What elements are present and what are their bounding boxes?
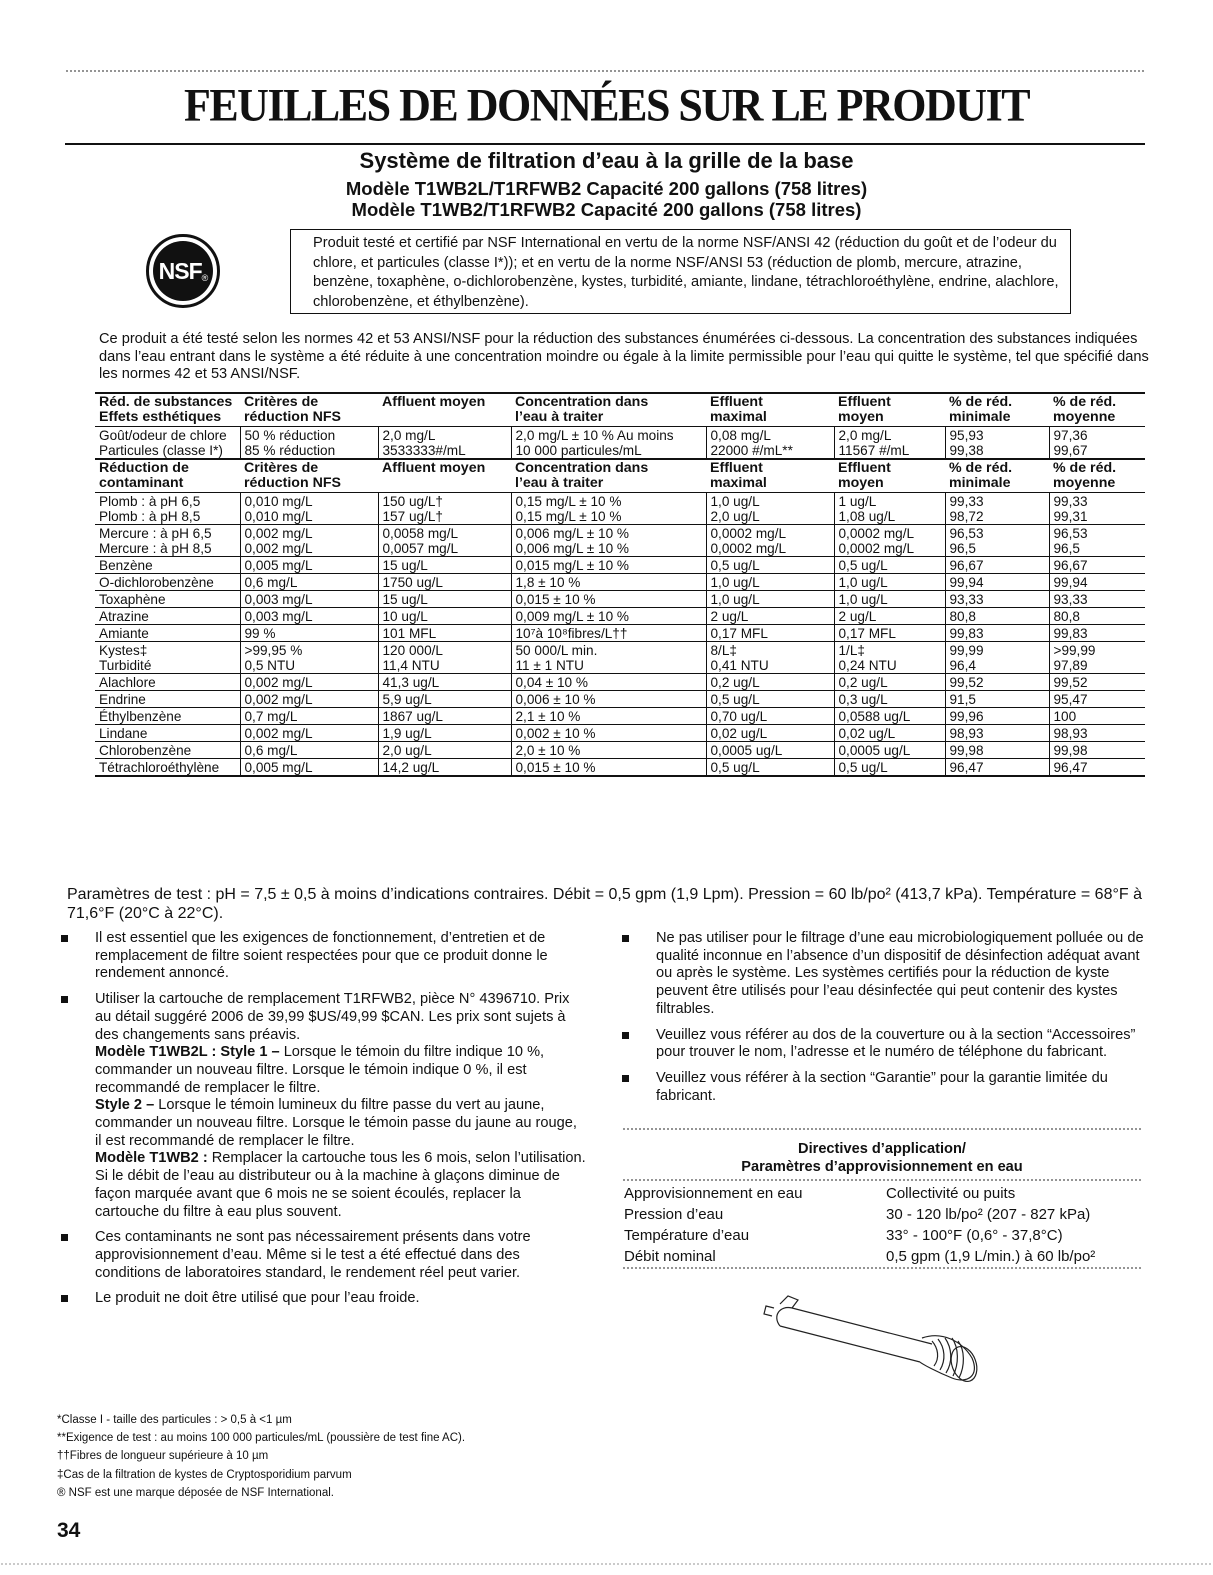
- supply-parameters-table: [624, 1183, 1144, 1267]
- supply-row: [624, 1183, 1144, 1204]
- table-row-cell: 15 ug/L: [378, 591, 511, 608]
- table-row-cell: 0,15 mg/L ± 10 % 0,15 mg/L ± 10 %: [511, 493, 706, 525]
- table-row-cell: 80,8: [1049, 608, 1145, 625]
- table-row-cell: 0,5 ug/L: [834, 557, 945, 574]
- table-row-cell: Chlorobenzène: [99, 743, 192, 758]
- bullet-paragraph: Veuillez vous référer au dos de la couverture ou à la section “Accessoires” pour trouver le nom, l’adresse et le numéro de téléphone du fabricant.: [656, 1026, 1136, 1061]
- bullet-paragraph: Le produit ne doit être utilisé que pour l’eau froide.: [95, 1290, 420, 1307]
- table-header-row: [95, 459, 1145, 493]
- bullet-paragraph: Il est essentiel que les exigences de fonctionnement, d’entretien et de remplacement de filtre soient respectées pour que ce produit donne le rendement annoncé.: [95, 930, 548, 982]
- model-line-1: Modèle T1WB2L/T1RFWB2 Capacité 200 gallons (758 litres): [345, 178, 868, 199]
- table-row-cell: 2,0 ug/L: [378, 742, 511, 759]
- table-row-cell: Endrine: [99, 692, 146, 707]
- table-row-cell: >99,95 % 0,5 NTU: [240, 642, 378, 674]
- supply-label: Approvisionnement en eau: [624, 1185, 803, 1202]
- bullet-item: [622, 930, 1144, 1019]
- table-row-cell: 8/L‡ 0,41 NTU: [706, 642, 834, 674]
- table-row-cell: 50 000/L min. 11 ± 1 NTU: [511, 642, 706, 674]
- table-row: [95, 691, 1145, 708]
- supply-bottom-dotted-rule: [622, 1266, 1142, 1270]
- table-row-cell: 10⁷à 10⁸fibres/L††: [511, 625, 706, 642]
- table-header-row-cell: Effluent maximal: [710, 460, 767, 491]
- table-row-cell: 0,006 mg/L ± 10 % 0,006 mg/L ± 10 %: [511, 525, 706, 557]
- supply-top-dotted-rule: [622, 1127, 1142, 1131]
- table-row-cell: 1,0 ug/L 2,0 ug/L: [706, 493, 834, 525]
- footnote: ‡Cas de la filtration de kystes de Cryptosporidium parvum: [57, 1468, 352, 1481]
- table-row-cell: 1,0 ug/L: [834, 591, 945, 608]
- table-header-row-cell: Concentration dans l’eau à traiter: [515, 460, 649, 491]
- test-parameters: Paramètres de test : pH = 7,5 ± 0,5 à moins d’indications contraires. Débit = 0,5 gpm (1,9 Lpm). Pression = 60 lb/po² (413,7 kPa). Température = 68°F à 71,6°F (20°C à 22°C).: [67, 886, 1142, 922]
- table-row-cell: Goût/odeur de chlore Particules (classe I*): [99, 428, 227, 458]
- table-row-cell: 99,98: [1049, 742, 1145, 759]
- footnote: **Exigence de test : au moins 100 000 particules/mL (poussière de test fine AC).: [57, 1432, 466, 1445]
- table-row-cell: 41,3 ug/L: [378, 674, 511, 691]
- table-row-cell: 0,0002 mg/L 0,0002 mg/L: [706, 525, 834, 557]
- table-row-cell: 0,015 ± 10 %: [511, 591, 706, 608]
- table-row-cell: 14,2 ug/L: [378, 759, 511, 777]
- table-row-cell: 93,33: [1049, 591, 1145, 608]
- table-row-cell: 99,52: [1049, 674, 1145, 691]
- bullet-item: [622, 1027, 1144, 1062]
- table-row-cell: O-dichlorobenzène: [99, 575, 214, 590]
- table-row: [95, 674, 1145, 691]
- table-row-cell: 0,5 ug/L: [706, 759, 834, 777]
- table-row-cell: 1 ug/L 1,08 ug/L: [834, 493, 945, 525]
- bullet-bold-lead: Style 2 –: [95, 1097, 159, 1114]
- table-row-cell: 96,47: [1049, 759, 1145, 777]
- table-row-cell: >99,99 97,89: [1049, 642, 1145, 674]
- table-row-cell: 2,0 mg/L 11567 #/mL: [834, 427, 945, 460]
- table-row: [95, 642, 1145, 674]
- table-row-cell: 0,0005 ug/L: [706, 742, 834, 759]
- bullet-item: [61, 991, 586, 1221]
- table-row-cell: 1,0 ug/L: [706, 574, 834, 591]
- nsf-logo: NSF ®: [146, 234, 220, 308]
- table-row-cell: 0,3 ug/L: [834, 691, 945, 708]
- supply-value: 30 - 120 lb/po² (207 - 827 kPa): [886, 1206, 1091, 1223]
- table-row-cell: 99,96: [945, 708, 1049, 725]
- table-row-cell: 0,006 ± 10 %: [511, 691, 706, 708]
- table-row-cell: 0,5 ug/L: [706, 557, 834, 574]
- table-row-cell: 0,04 ± 10 %: [511, 674, 706, 691]
- table-row-cell: 0,015 ± 10 %: [511, 759, 706, 777]
- table-row-cell: 99,33 98,72: [945, 493, 1049, 525]
- table-row-cell: 0,009 mg/L ± 10 %: [511, 608, 706, 625]
- supply-title-2: Paramètres d’approvisionnement en eau: [741, 1159, 1023, 1175]
- table-header-row-cell: Effluent maximal: [710, 394, 767, 425]
- supply-mid-dotted-rule: [622, 1178, 1142, 1182]
- table-row-cell: 95,93 99,38: [945, 427, 1049, 460]
- table-row-cell: 99,98: [945, 742, 1049, 759]
- bullet-item: [61, 1290, 586, 1308]
- table-row-cell: 0,003 mg/L: [240, 608, 378, 625]
- table-row-cell: 120 000/L 11,4 NTU: [378, 642, 511, 674]
- table-row-cell: 2,0 ± 10 %: [511, 742, 706, 759]
- table-row-cell: 0,6 mg/L: [240, 742, 378, 759]
- supply-value: 0,5 gpm (1,9 L/min.) à 60 lb/po²: [886, 1248, 1096, 1265]
- model-line-2: Modèle T1WB2/T1RFWB2 Capacité 200 gallons (758 litres): [351, 199, 862, 220]
- bullet-square-icon: [61, 1234, 68, 1241]
- bullet-square-icon: [61, 996, 68, 1003]
- table-row-cell: 0,02 ug/L: [834, 725, 945, 742]
- supply-row: [624, 1246, 1144, 1267]
- footnotes: [57, 1411, 465, 1502]
- footnote: ® NSF est une marque déposée de NSF International.: [57, 1486, 334, 1499]
- table-row-cell: 96,47: [945, 759, 1049, 777]
- table-header-row-cell: % de réd. moyenne: [1053, 460, 1117, 491]
- footnote: ††Fibres de longueur supérieure à 10 µm: [57, 1450, 269, 1463]
- table-row-cell: 150 ug/L† 157 ug/L†: [378, 493, 511, 525]
- table-row-cell: 0,2 ug/L: [706, 674, 834, 691]
- nsf-certification-box: Produit testé et certifié par NSF International en vertu de la norme NSF/ANSI 42 (réduction du goût et de l’odeur du chlore, et particules (classe I*)); et en vertu de la norme NSF/ANSI 53 (réduction de plomb, mercure, atrazine, benzène, toxaphène, o-dichlorobenzène, kystes, turbidité, amiante, lindane, tétrachloroéthylène, endrine, alachlore, chlorobenzène, et éthylbenzène).: [290, 229, 1071, 314]
- table-row-cell: 0,002 mg/L: [240, 674, 378, 691]
- table-row-cell: 10 ug/L: [378, 608, 511, 625]
- bullet-paragraph: Ne pas utiliser pour le filtrage d’une eau microbiologiquement polluée ou de qualité inconnue en l’absence d’un dispositif de désinfection adéquat avant ou après le système. Les systèmes certifiés pour la réduction de kyste peuvent être utilisés pour l’eau désinfectée qui peut contenir des kystes filtrables.: [656, 930, 1144, 1017]
- table-row-cell: 98,93: [945, 725, 1049, 742]
- supply-value: Collectivité ou puits: [886, 1185, 1016, 1202]
- table-row-cell: Mercure : à pH 6,5 Mercure : à pH 8,5: [99, 526, 212, 556]
- supply-row: [624, 1225, 1144, 1246]
- table-row: [95, 725, 1145, 742]
- table-row-cell: 0,02 ug/L: [706, 725, 834, 742]
- table-row-cell: 15 ug/L: [378, 557, 511, 574]
- table-row: [95, 742, 1145, 759]
- table-row-cell: 2 ug/L: [706, 608, 834, 625]
- table-row-cell: 100: [1049, 708, 1145, 725]
- bullet-square-icon: [622, 1075, 629, 1082]
- supply-label: Température d’eau: [624, 1227, 750, 1244]
- table-row-cell: 1,9 ug/L: [378, 725, 511, 742]
- table-row-cell: 99 %: [240, 625, 378, 642]
- table-row-cell: 1/L‡ 0,24 NTU: [834, 642, 945, 674]
- table-row-cell: 96,67: [1049, 557, 1145, 574]
- table-row-cell: 0,005 mg/L: [240, 557, 378, 574]
- bullet-square-icon: [61, 935, 68, 942]
- table-row-cell: Éthylbenzène: [99, 709, 182, 724]
- table-row-cell: 0,6 mg/L: [240, 574, 378, 591]
- table-header-row-cell: Effluent moyen: [838, 460, 891, 491]
- table-header-row-cell: Critères de réduction NFS: [244, 394, 341, 425]
- table-row-cell: Tétrachloroéthylène: [99, 760, 220, 775]
- table-row-cell: 97,36 99,67: [1049, 427, 1145, 460]
- table-row-cell: 2 ug/L: [834, 608, 945, 625]
- table-row-cell: 0,70 ug/L: [706, 708, 834, 725]
- table-header-row-cell: Affluent moyen: [382, 394, 486, 410]
- table-row: [95, 708, 1145, 725]
- table-row-cell: 80,8: [945, 608, 1049, 625]
- table-row-cell: 0,0005 ug/L: [834, 742, 945, 759]
- table-header-row-cell: % de réd. minimale: [949, 460, 1013, 491]
- title-rule: [65, 143, 1145, 145]
- table-row: [95, 625, 1145, 642]
- table-row-cell: 0,002 mg/L 0,002 mg/L: [240, 525, 378, 557]
- bullet-square-icon: [622, 935, 629, 942]
- table-header-row-cell: Effluent moyen: [838, 394, 891, 425]
- table-row: [95, 591, 1145, 608]
- table-row-cell: 99,83: [945, 625, 1049, 642]
- table-row-cell: 0,17 MFL: [834, 625, 945, 642]
- table-row-cell: 0,5 ug/L: [834, 759, 945, 777]
- table-row-cell: 1,0 ug/L: [706, 591, 834, 608]
- table-row-cell: 96,67: [945, 557, 1049, 574]
- table-row-cell: 96,53 96,5: [945, 525, 1049, 557]
- system-title: Système de filtration d’eau à la grille de la base: [359, 148, 854, 173]
- left-bullet-list: [61, 930, 586, 1316]
- table-row-cell: 99,33 99,31: [1049, 493, 1145, 525]
- table-row: [95, 557, 1145, 574]
- table-row-cell: Kystes‡ Turbidité: [99, 643, 152, 673]
- table-row-cell: 5,9 ug/L: [378, 691, 511, 708]
- footnote: *Classe I - taille des particules : > 0,5 à <1 µm: [57, 1414, 292, 1426]
- table-row-cell: Toxaphène: [99, 592, 166, 607]
- bullet-bold-lead: Modèle T1WB2L : Style 1 –: [95, 1044, 284, 1061]
- table-row: [95, 493, 1145, 525]
- top-dotted-rule: [65, 69, 1145, 73]
- table-row-cell: 0,005 mg/L: [240, 759, 378, 777]
- bullet-square-icon: [622, 1032, 629, 1039]
- table-row-cell: 0,08 mg/L 22000 #/mL**: [706, 427, 834, 460]
- table-row-cell: 1867 ug/L: [378, 708, 511, 725]
- table-row: [95, 574, 1145, 591]
- table-row-cell: 0,010 mg/L 0,010 mg/L: [240, 493, 378, 525]
- table-header-row-cell: Affluent moyen: [382, 460, 486, 476]
- table-row-cell: 99,52: [945, 674, 1049, 691]
- table-row-cell: 0,002 mg/L: [240, 725, 378, 742]
- bullet-square-icon: [61, 1295, 68, 1302]
- bullet-paragraph: Modèle T1WB2L : Style 1 – Lorsque le témoin du filtre indique 10 %, commander un nouveau filtre. Lorsque le témoin indique 0 %, il est recommandé de remplacer le filtre.: [95, 1044, 545, 1096]
- table-row-cell: 0,5 ug/L: [706, 691, 834, 708]
- table-row-cell: 99,94: [945, 574, 1049, 591]
- table-row-cell: 2,1 ± 10 %: [511, 708, 706, 725]
- table-row-cell: 91,5: [945, 691, 1049, 708]
- table-row-cell: 2,0 mg/L ± 10 % Au moins 10 000 particules/mL: [511, 427, 706, 460]
- bullet-paragraph: Modèle T1WB2 : Remplacer la cartouche tous les 6 mois, selon l’utilisation. Si le débit de l’eau au distributeur ou à la machine à glaçons diminue de façon marquée avant que 6 mois ne se soient écoulés, replacer la cartouche du filtre à eau plus souvent.: [95, 1150, 586, 1220]
- bottom-dotted-rule: [0, 1562, 1213, 1566]
- table-row-cell: 50 % réduction 85 % réduction: [240, 427, 378, 460]
- supply-value: 33° - 100°F (0,6° - 37,8°C): [886, 1227, 1063, 1244]
- table-row-cell: 0,7 mg/L: [240, 708, 378, 725]
- bullet-bold-lead: Modèle T1WB2 :: [95, 1150, 212, 1167]
- page-number: 34: [57, 1519, 81, 1542]
- bullet-paragraph: Ces contaminants ne sont pas nécessairement présents dans votre approvisionnement d’eau. Même si le test a été effectué dans des conditions de laboratoires standard, le rendement réel peut varier.: [95, 1229, 531, 1281]
- table-row-cell: 1,8 ± 10 %: [511, 574, 706, 591]
- table-header-row-cell: Concentration dans l’eau à traiter: [515, 394, 649, 425]
- bullet-paragraph: Style 2 – Lorsque le témoin lumineux du filtre passe du vert au jaune, commander un nouveau filtre. Lorsque le témoin passe du jaune au rouge, il est recommandé de remplacer le filtre.: [95, 1097, 577, 1149]
- table-row-cell: Alachlore: [99, 675, 156, 690]
- bullet-paragraph: Veuillez vous référer à la section “Garantie” pour la garantie limitée du fabricant.: [656, 1069, 1108, 1104]
- table-row-cell: 0,0002 mg/L 0,0002 mg/L: [834, 525, 945, 557]
- table-row-cell: 99,83: [1049, 625, 1145, 642]
- table-row-cell: 0,2 ug/L: [834, 674, 945, 691]
- bullet-item: [61, 930, 586, 983]
- supply-title-1: Directives d’application/: [798, 1141, 966, 1157]
- table-row-cell: 1,0 ug/L: [834, 574, 945, 591]
- table-row-cell: Benzène: [99, 558, 153, 573]
- filter-cartridge-illustration: [762, 1286, 992, 1386]
- bullet-paragraph: Utiliser la cartouche de remplacement T1RFWB2, pièce N° 4396710. Prix au détail suggéré 2006 de 39,99 $US/49,99 $CAN. Les prix sont sujets à des changements sans préavis.: [95, 991, 570, 1043]
- nsf-logo-text: NSF: [158, 257, 202, 284]
- table-row-cell: 2,0 mg/L 3533333#/mL: [378, 427, 511, 460]
- table-row-cell: 99,94: [1049, 574, 1145, 591]
- table-row-cell: 0,003 mg/L: [240, 591, 378, 608]
- table-row-cell: 0,17 MFL: [706, 625, 834, 642]
- table-row-cell: 0,002 mg/L: [240, 691, 378, 708]
- table-row-cell: 95,47: [1049, 691, 1145, 708]
- bullet-item: [61, 1229, 586, 1282]
- table-row: [95, 427, 1145, 460]
- table-row-cell: 101 MFL: [378, 625, 511, 642]
- table-row: [95, 608, 1145, 625]
- table-row-cell: 0,002 ± 10 %: [511, 725, 706, 742]
- table-row-cell: 1750 ug/L: [378, 574, 511, 591]
- performance-data-table: [95, 392, 1145, 777]
- table-header-row: [95, 393, 1145, 427]
- table-row: [95, 759, 1145, 777]
- table-row-cell: Lindane: [99, 726, 148, 741]
- bullet-item: [622, 1070, 1144, 1105]
- supply-label: Pression d’eau: [624, 1206, 724, 1223]
- table-header-row-cell: % de réd. moyenne: [1053, 394, 1117, 425]
- table-header-row-cell: Critères de réduction NFS: [244, 460, 341, 491]
- right-bullet-list: [622, 930, 1144, 1113]
- table-row-cell: 93,33: [945, 591, 1049, 608]
- table-row: [95, 525, 1145, 557]
- table-row-cell: 98,93: [1049, 725, 1145, 742]
- table-header-row-cell: Réduction de contaminant: [99, 460, 189, 491]
- table-header-row-cell: % de réd. minimale: [949, 394, 1013, 425]
- supply-label: Débit nominal: [624, 1248, 716, 1265]
- table-row-cell: 96,53 96,5: [1049, 525, 1145, 557]
- supply-row: [624, 1204, 1144, 1225]
- page-title: FEUILLES DE DONNÉES SUR LE PRODUIT: [183, 79, 1030, 132]
- table-row-cell: 0,0058 mg/L 0,0057 mg/L: [378, 525, 511, 557]
- table-row-cell: 0,015 mg/L ± 10 %: [511, 557, 706, 574]
- table-row-cell: Atrazine: [99, 609, 149, 624]
- table-row-cell: 0,0588 ug/L: [834, 708, 945, 725]
- table-row-cell: Amiante: [99, 626, 149, 641]
- table-row-cell: 99,99 96,4: [945, 642, 1049, 674]
- intro-paragraph: Ce produit a été testé selon les normes 42 et 53 ANSI/NSF pour la réduction des substances énumérées ci-dessous. La concentration des substances indiquées dans l’eau entrant dans le système a été réduite à une concentration moindre ou égale à la limite permissible pour l’eau qui quitte le système, tel que spécifié dans les normes 42 et 53 ANSI/NSF.: [99, 331, 1149, 382]
- table-row-cell: Plomb : à pH 6,5 Plomb : à pH 8,5: [99, 494, 201, 524]
- table-header-row-cell: Réd. de substances Effets esthétiques: [99, 394, 233, 425]
